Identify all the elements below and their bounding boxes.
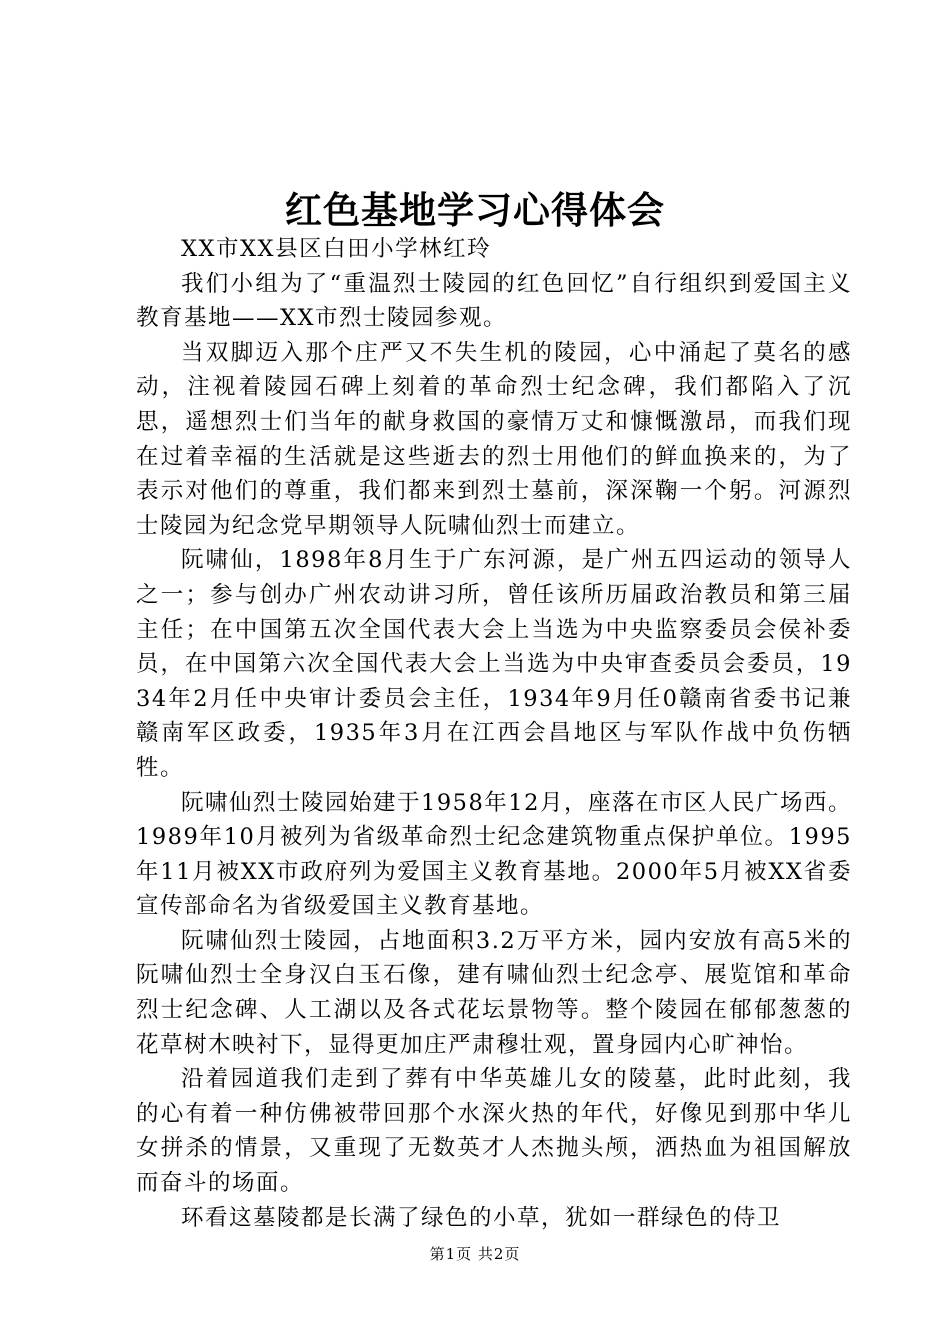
document-body (136, 232, 852, 1235)
paragraph-6: 沿着园道我们走到了葬有中华英雄儿女的陵墓，此时此刻，我的心有着一种仿佛被带回那个水深火热的年代，好像见到那中华儿女拼杀的情景，又重现了无数英才人杰抛头颅，洒热血为祖国解放而奋斗的场面。 (136, 1066, 852, 1197)
page-footer: 第1页 共2页 (429, 1245, 521, 1263)
paragraph-1: 我们小组为了“重温烈士陵园的红色回忆”自行组织到爱国主义教育基地——XX市烈士陵园参观。 (136, 270, 852, 332)
paragraph-4: 阮啸仙烈士陵园始建于1958年12月，座落在市区人民广场西。1989年10月被列为省级革命烈士纪念建筑物重点保护单位。1995年11月被XX市政府列为爱国主义教育基地。2000年5月被XX省委宣传部命名为省级爱国主义教育基地。 (136, 789, 852, 920)
paragraph-2: 当双脚迈入那个庄严又不失生机的陵园，心中涌起了莫名的感动，注视着陵园石碑上刻着的革命烈士纪念碑，我们都陷入了沉思，遥想烈士们当年的献身救国的豪情万丈和慷慨激昂，而我们现在过着幸福的生活就是这些逝去的烈士用他们的鲜血换来的，为了表示对他们的尊重，我们都来到烈士墓前，深深鞠一个躬。河源烈士陵园为纪念党早期领导人阮啸仙烈士而建立。 (136, 339, 852, 539)
document-title: 红色基地学习心得体会 (285, 188, 665, 232)
author-line: XX市XX县区白田小学林红玲 (181, 236, 492, 262)
paragraph-5: 阮啸仙烈士陵园，占地面积3.2万平方米，园内安放有高5米的阮啸仙烈士全身汉白玉石像，建有啸仙烈士纪念亭、展览馆和革命烈士纪念碑、人工湖以及各式花坛景物等。整个陵园在郁郁葱葱的花草树木映衬下，显得更加庄严肃穆壮观，置身园内心旷神怡。 (136, 927, 852, 1058)
paragraph-7: 环看这墓陵都是长满了绿色的小草，犹如一群绿色的侍卫 (181, 1204, 782, 1231)
paragraph-3: 阮啸仙，1898年8月生于广东河源，是广州五四运动的领导人之一；参与创办广州农动讲习所，曾任该所历届政治教员和第三届主任；在中国第五次全国代表大会上当选为中央监察委员会侯补委员，在中国第六次全国代表大会上当选为中央审查委员会委员，1934年2月任中央审计委员会主任，1934年9月任0赣南省委书记兼赣南军区政委，1935年3月在江西会昌地区与军队作战中负伤牺牲。 (136, 547, 852, 781)
